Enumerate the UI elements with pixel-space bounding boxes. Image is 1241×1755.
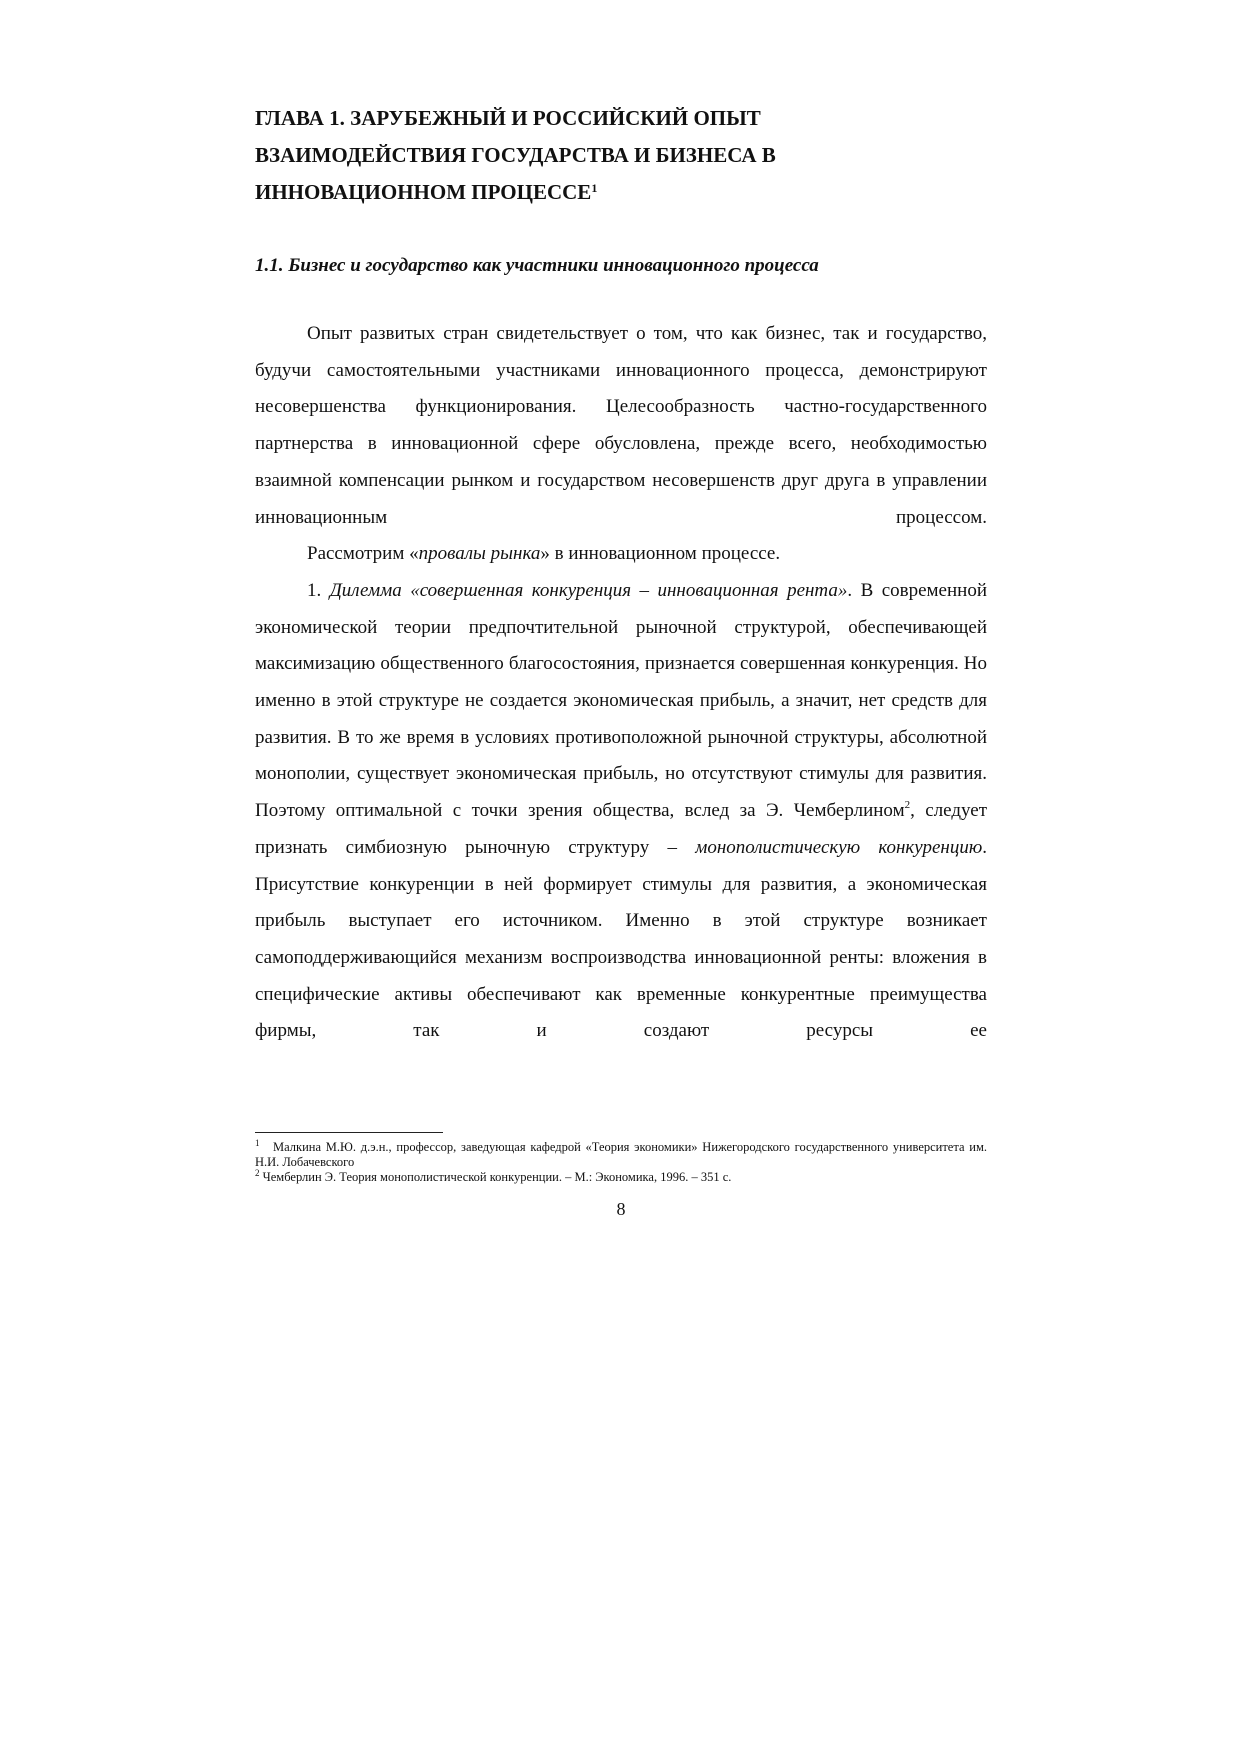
paragraph-3-number: 1. [307,579,330,601]
footnote-1-text: Малкина М.Ю. д.э.н., профессор, заведующая кафедрой «Теория экономики» Нижегородского государственного университета им. Н.И. Лобачевского [255,1140,987,1169]
page-number: 8 [616,1199,626,1219]
body-text [255,316,987,1050]
paragraph-2-lead: Рассмотрим « [307,543,419,565]
footnote-separator [255,1132,443,1133]
paragraph-3-footnote-ref: 2 [904,799,911,812]
paragraph-3 [255,573,987,1050]
paragraph-3-text-1: . В современной экономической теории предпочтительной рыночной структурой, обеспечивающей максимизацию общественного благосостояния, признается совершенная конкуренция. Но именно в этой структуре не создается экономическая прибыль, а значит, нет средств для развития. В то же время в условиях противоположной рыночной структуры, абсолютной монополии, существует экономическая прибыль, но отсутствуют стимулы для развития. Поэтому оптимальной с точки зрения общества, вслед за Э. Чемберлином [255,579,987,822]
footnote-1: $^1$ Малкина М.Ю. д.э.н., профессор, заведующая кафедрой «Теория экономики» Нижегородского государственного университета им. Н.И. Лобачевского [255,1138,987,1169]
paragraph-2-emphasis: провалы рынка [418,543,541,565]
chapter-footnote-ref: 1 [591,181,598,195]
footnotes [255,1140,987,1185]
section-title: 1.1. Бизнес и государство как участники инновационного процесса [255,255,819,276]
footnote-2 [255,1170,987,1185]
footnote-2-mark: 2 [255,1168,260,1178]
paragraph-3-dilemma: Дилемма «совершенная конкуренция – инновационная рента» [329,579,848,601]
paragraph-2-tail: » в инновационном процессе. [540,543,781,565]
chapter-title-line-1: ГЛАВА 1. ЗАРУБЕЖНЫЙ И РОССИЙСКИЙ ОПЫТ [255,106,761,130]
chapter-title [255,100,987,211]
paragraph-3-term: монополистическую конкуренцию [695,836,983,858]
paragraph-2 [255,536,987,573]
chapter-title-line-2: ВЗАИМОДЕЙСТВИЯ ГОСУДАРСТВА И БИЗНЕСА В [255,143,776,167]
chapter-title-line-3: ИННОВАЦИОННОМ ПРОЦЕССЕ [255,180,592,204]
paragraph-3-text-3: . Присутствие конкуренции в ней формирует стимулы для развития, а экономическая прибыль выступает его источником. Именно в этой структуре возникает самоподдерживающийся механизм воспроизводства инновационной ренты: вложения в специфические активы обеспечивают как временные конкурентные преимущества фирмы, так и создают ресурсы ее [255,836,987,1042]
paragraph-1: Опыт развитых стран свидетельствует о том, что как бизнес, так и государство, будучи самостоятельными участниками инновационного процесса, демонстрируют несовершенства функционирования. Целесообразность частно-государственного партнерства в инновационной сфере обусловлена, прежде всего, необходимостью взаимной компенсации рынком и государством несовершенств друг друга в управлении инновационным процессом. [255,323,987,528]
paragraph-3-text-2: , следует признать симбиозную рыночную структуру – [255,800,988,858]
footnote-2-text: Чемберлин Э. Теория монополистической конкуренции. – М.: Экономика, 1996. – 351 с. [262,1170,732,1184]
